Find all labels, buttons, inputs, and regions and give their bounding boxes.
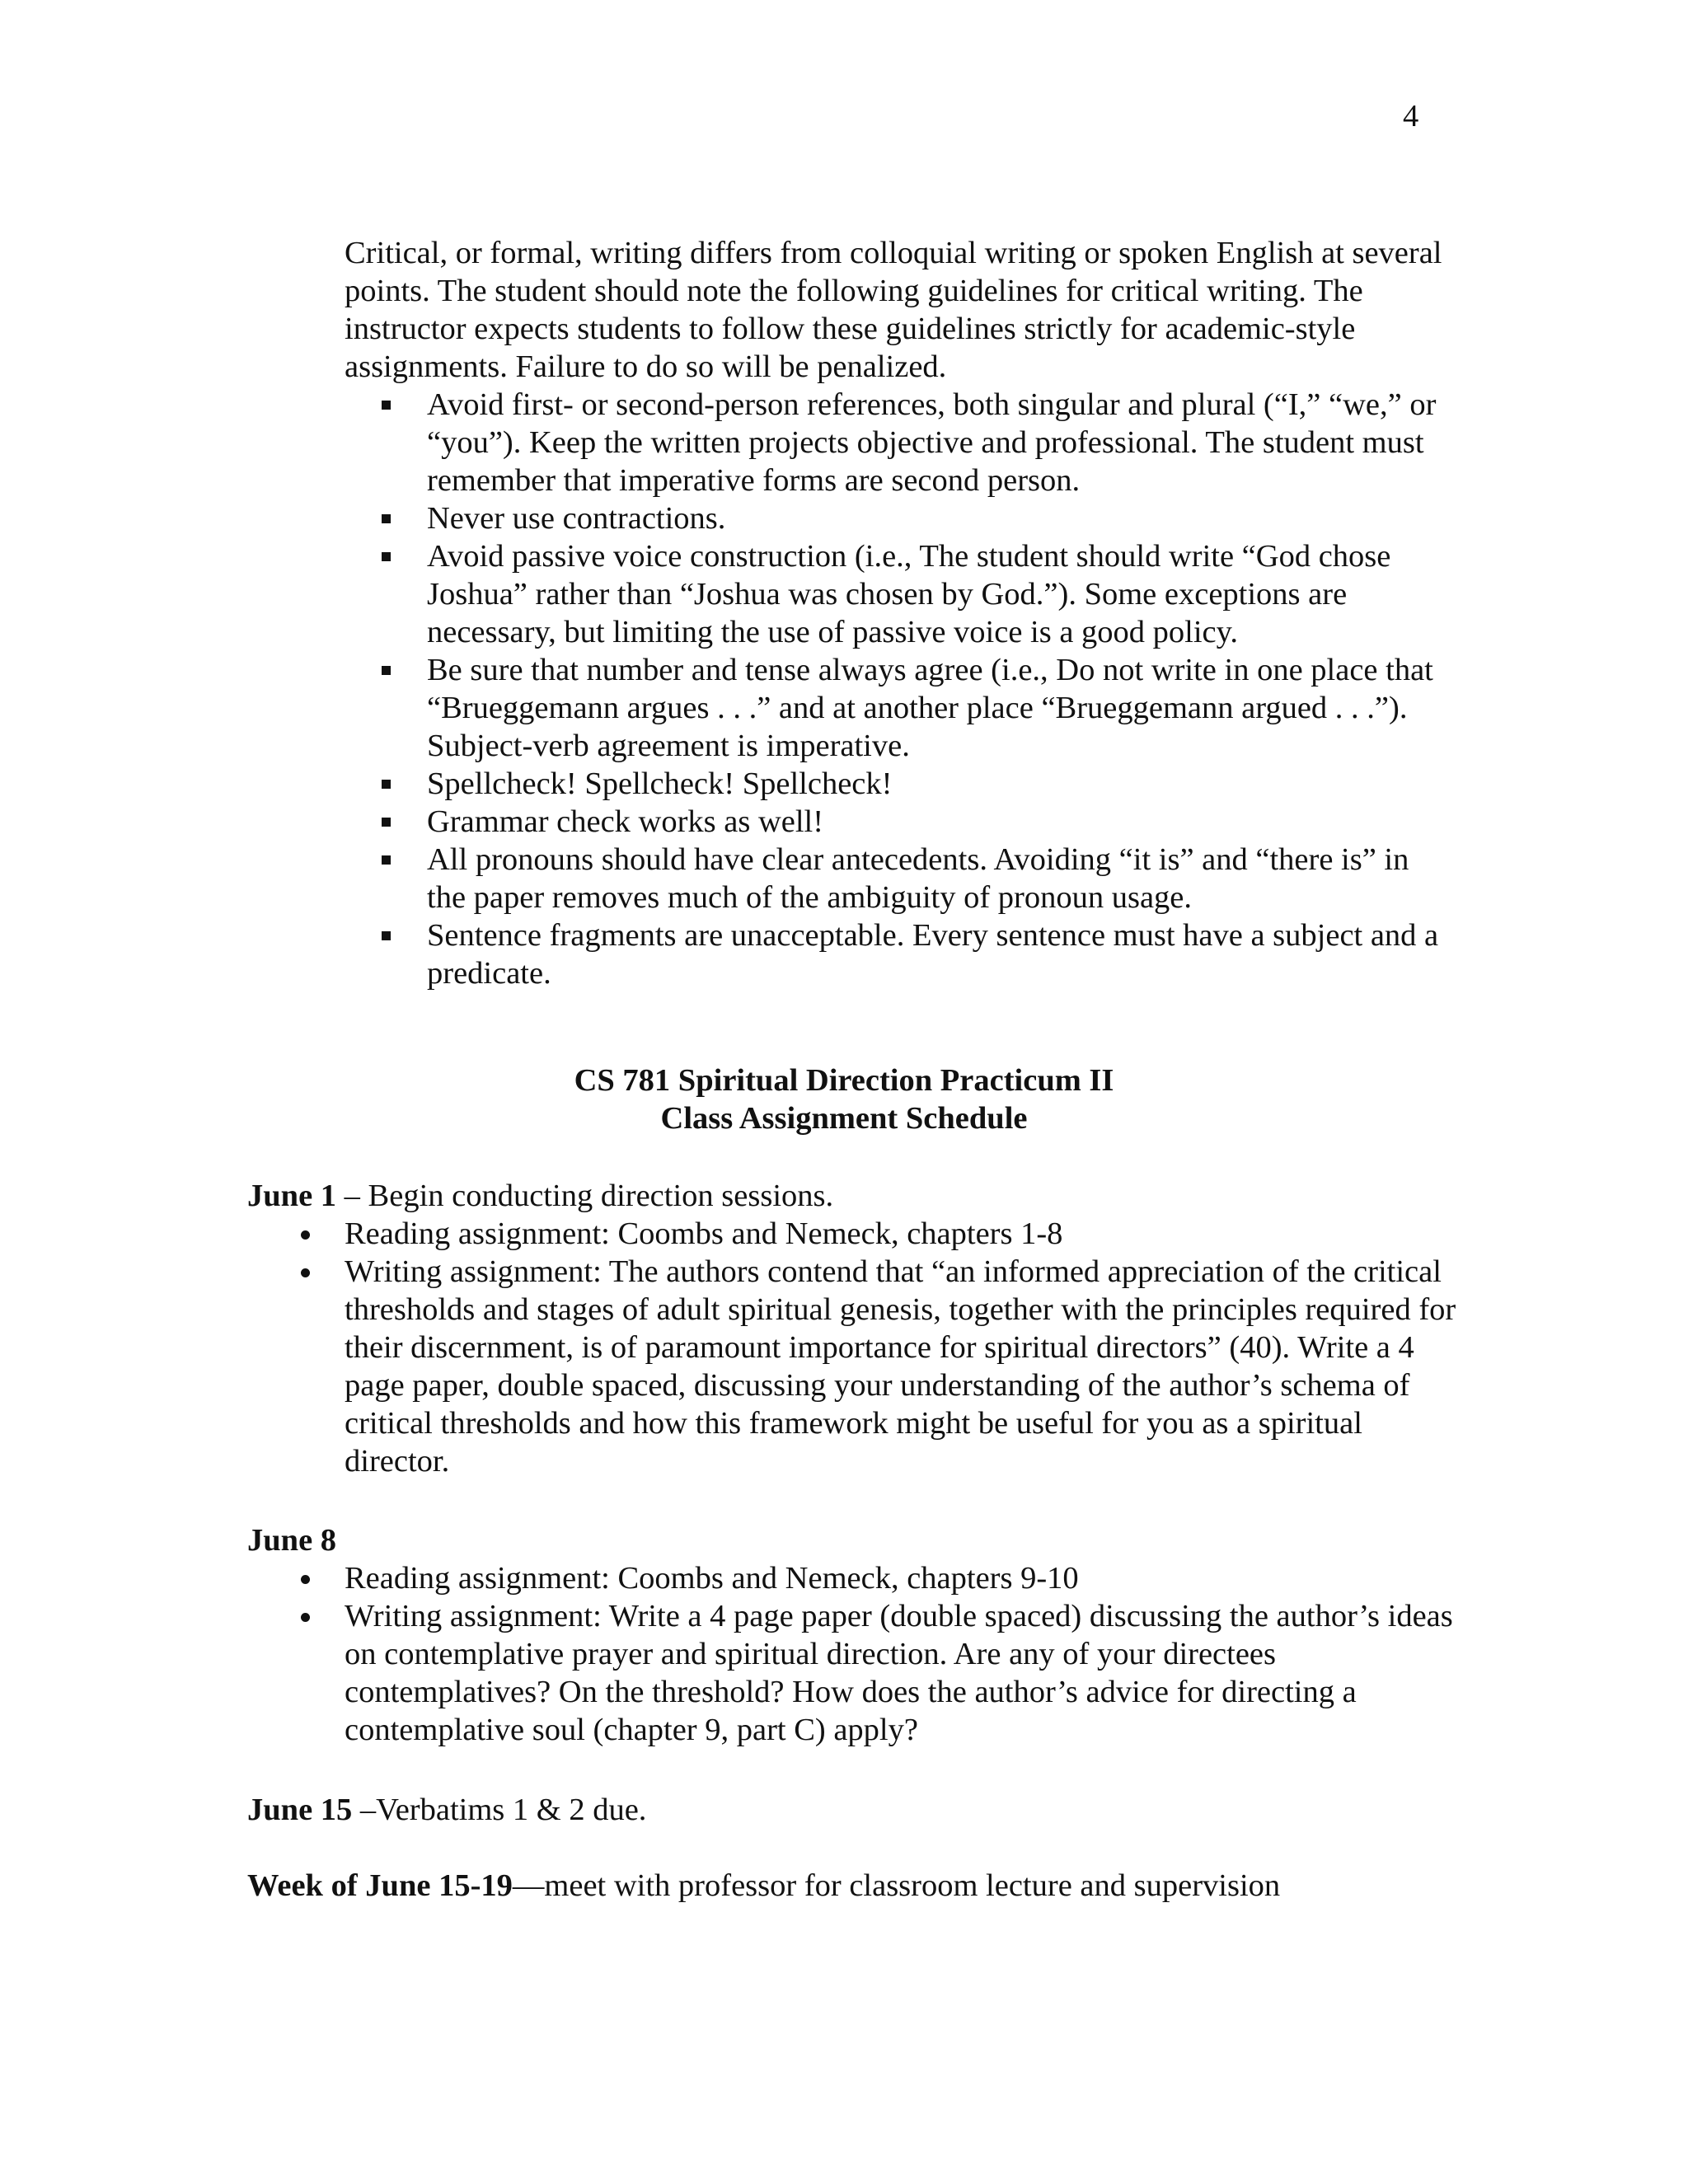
- guideline-item: Avoid first- or second-person references, both singular and plural (“I,” “we,” or “you”). Keep the written projects objective and professional. The student must remember that imperative forms are second person.: [427, 386, 1449, 499]
- entry-heading: [247, 1791, 1459, 1829]
- guideline-item: Spellcheck! Spellcheck! Spellcheck!: [427, 765, 1449, 803]
- entry-heading: [247, 1867, 1459, 1905]
- schedule-entry-week-june-15-19: [247, 1867, 1459, 1905]
- entry-text: – Begin conducting direction sessions.: [336, 1179, 834, 1213]
- assignment-item: Reading assignment: Coombs and Nemeck, chapters 9-10: [345, 1559, 1459, 1597]
- guideline-item: Sentence fragments are unacceptable. Every sentence must have a subject and a predicate.: [427, 916, 1449, 992]
- assignment-item: Reading assignment: Coombs and Nemeck, chapters 1-8: [345, 1215, 1459, 1253]
- schedule-heading: [0, 1062, 1688, 1137]
- assignment-item: Writing assignment: Write a 4 page paper (double spaced) discussing the author’s ideas on contemplative prayer and spiritual direction. Are any of your directees contemplatives? On the threshold? How does the author’s advice for directing a contemplative soul (chapter 9, part C) apply?: [345, 1597, 1459, 1749]
- page-number: 4: [1403, 99, 1419, 134]
- guideline-item: All pronouns should have clear antecedents. Avoiding “it is” and “there is” in the paper removes much of the ambiguity of pronoun usage.: [427, 841, 1449, 916]
- course-title: CS 781 Spiritual Direction Practicum II: [574, 1063, 1114, 1098]
- schedule-subtitle: Class Assignment Schedule: [660, 1101, 1028, 1136]
- guideline-item: Grammar check works as well!: [427, 803, 1449, 841]
- schedule-entry-june-15: [247, 1791, 1459, 1829]
- writing-guidelines-section: [345, 234, 1449, 992]
- entry-heading: [247, 1521, 1459, 1559]
- schedule-entry-june-8: [247, 1521, 1459, 1749]
- guidelines-list: [345, 386, 1449, 992]
- assignment-list: [247, 1215, 1459, 1480]
- guideline-item: Be sure that number and tense always agree (i.e., Do not write in one place that “Brueggemann argues . . .” and at another place “Brueggemann argued . . .”). Subject-verb agreement is imperative.: [427, 651, 1449, 765]
- guideline-item: Never use contractions.: [427, 499, 1449, 537]
- intro-paragraph: Critical, or formal, writing differs from colloquial writing or spoken English at several points. The student should note the following guidelines for critical writing. The instructor expects students to follow these guidelines strictly for academic-style assignments. Failure to do so will be penalized.: [345, 236, 1442, 384]
- entry-date: June 15: [247, 1793, 353, 1827]
- entry-text: –Verbatims 1 & 2 due.: [352, 1793, 647, 1827]
- entry-date: June 1: [247, 1179, 337, 1213]
- entry-date: Week of June 15-19: [247, 1868, 513, 1903]
- entry-heading: [247, 1177, 1459, 1215]
- guideline-item: Avoid passive voice construction (i.e., The student should write “God chose Joshua” rather than “Joshua was chosen by God.”). Some exceptions are necessary, but limiting the use of passive voice is a good policy.: [427, 537, 1449, 651]
- assignment-item: Writing assignment: The authors contend that “an informed appreciation of the critical thresholds and stages of adult spiritual genesis, together with the principles required for their discernment, is of paramount importance for spiritual directors” (40). Write a 4 page paper, double spaced, discussing your understanding of the author’s schema of critical thresholds and how this framework might be useful for you as a spiritual director.: [345, 1253, 1459, 1480]
- schedule-entry-june-1: [247, 1177, 1459, 1480]
- entry-text: —meet with professor for classroom lecture and supervision: [512, 1868, 1281, 1903]
- assignment-list: [247, 1559, 1459, 1749]
- entry-date: June 8: [247, 1523, 337, 1558]
